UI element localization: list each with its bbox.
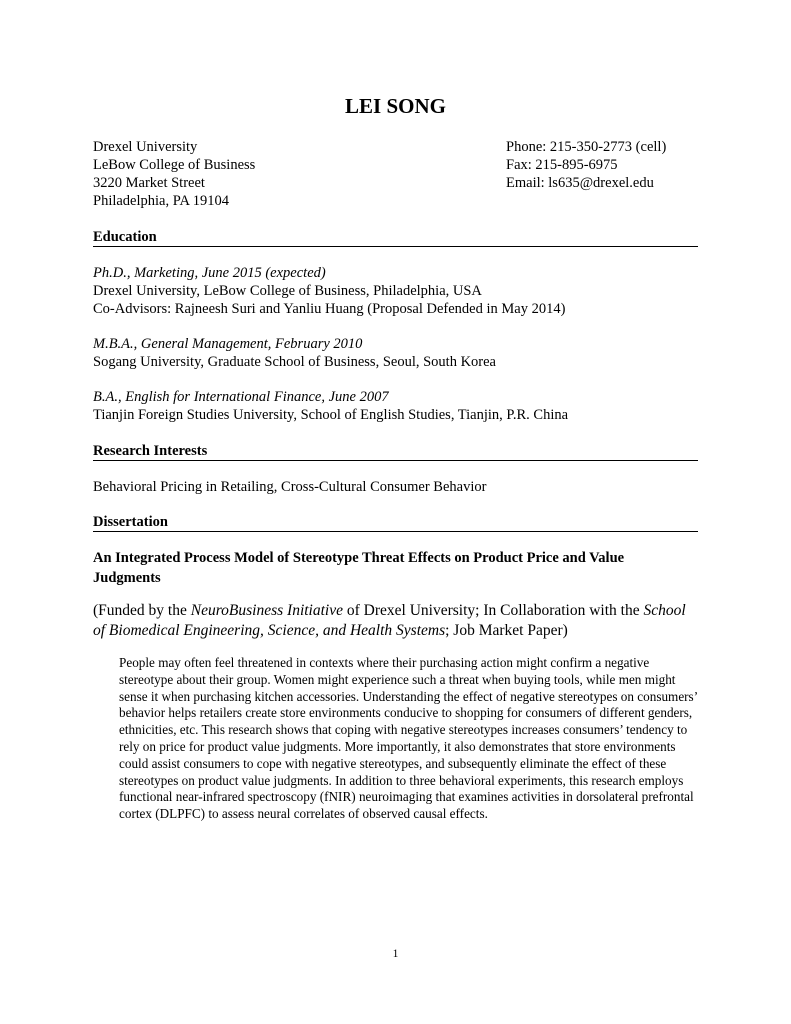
cv-name: LEI SONG bbox=[345, 94, 446, 118]
dissertation-title: An Integrated Process Model of Stereotype Threat Effects on Product Price and Value Judgments bbox=[93, 550, 625, 586]
degree-detail: Drexel University, LeBow College of Business, Philadelphia, USA bbox=[93, 283, 482, 299]
degree-detail: Tianjin Foreign Studies University, School of English Studies, Tianjin, P.R. China bbox=[93, 407, 569, 423]
education-entry-ba bbox=[93, 388, 568, 424]
degree-title: B.A., English for International Finance, June 2007 bbox=[93, 389, 389, 405]
funded-text: of Drexel University; In Collaboration with the bbox=[343, 602, 644, 619]
address-line: LeBow College of Business bbox=[93, 157, 256, 173]
education-entry-mba bbox=[93, 335, 496, 371]
funded-school: School of Biomedical Engineering, Science, and Health Systems bbox=[93, 602, 686, 639]
dissertation-funding-note bbox=[93, 601, 698, 641]
funded-initiative: NeuroBusiness Initiative bbox=[190, 602, 343, 619]
address-block bbox=[93, 138, 255, 210]
research-heading: Research Interests bbox=[93, 444, 698, 461]
degree-title: M.B.A., General Management, February 2010 bbox=[93, 336, 363, 352]
degree-detail: Sogang University, Graduate School of Business, Seoul, South Korea bbox=[93, 354, 496, 370]
dissertation-abstract: People may often feel threatened in contexts where their purchasing action might confirm a negative stereotype about their group. Women might experience such a threat when buying tools, while men might sense it when purchasing kitchen accessories. Understanding the effect of negative stereotypes on consumers’ behavior helps retailers create store environments conducive to shopping for consumers of different genders, ethnicities, etc. This research shows that coping with negative stereotypes increases consumers’ tendency to rely on price for product value judgments. More importantly, it also demonstrates that store environments could assist consumers to cope with negative stereotypes, and subsequently eliminate the effect of these stereotypes on product value judgments. In addition to three behavioral experiments, this research employs functional near-infrared spectroscopy (fNIR) neuroimaging that examines activities in dorsolateral prefrontal cortex (DLPFC) to assess neural correlates of observed causal effects. bbox=[119, 655, 698, 822]
address-line: Philadelphia, PA 19104 bbox=[93, 193, 230, 209]
funded-text: (Funded by the bbox=[93, 602, 191, 619]
education-heading: Education bbox=[93, 230, 698, 247]
degree-title: Ph.D., Marketing, June 2015 (expected) bbox=[93, 265, 326, 281]
address-line: Drexel University bbox=[93, 139, 198, 155]
fax-line: Fax: 215-895-6975 bbox=[506, 157, 618, 173]
contact-block bbox=[506, 138, 666, 192]
education-entry-phd bbox=[93, 264, 565, 318]
phone-line: Phone: 215-350-2773 (cell) bbox=[506, 139, 667, 155]
email-line: Email: ls635@drexel.edu bbox=[506, 175, 654, 191]
address-line: 3220 Market Street bbox=[93, 175, 205, 191]
page-number: 1 bbox=[392, 948, 399, 960]
funded-text: ; Job Market Paper) bbox=[445, 622, 568, 639]
dissertation-heading: Dissertation bbox=[93, 515, 698, 532]
degree-detail: Co-Advisors: Rajneesh Suri and Yanliu Huang (Proposal Defended in May 2014) bbox=[93, 301, 566, 317]
research-interests-text: Behavioral Pricing in Retailing, Cross-Cultural Consumer Behavior bbox=[93, 479, 487, 495]
